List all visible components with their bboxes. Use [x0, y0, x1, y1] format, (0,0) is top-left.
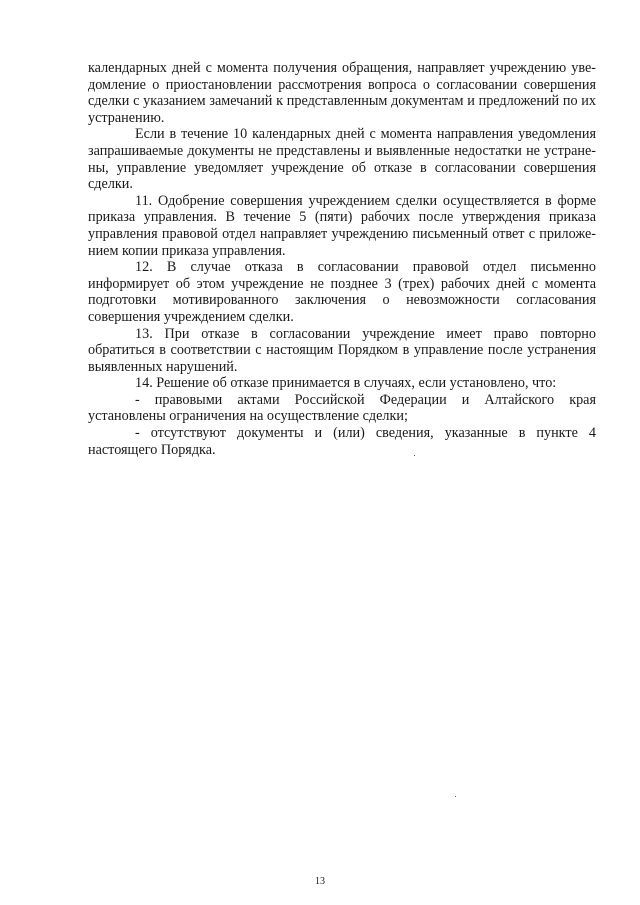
paragraph-item-14: 14. Решение об отказе принимается в случаях, если установлено, что:: [135, 375, 557, 392]
scan-speck: [455, 796, 456, 797]
scan-speck: [414, 455, 415, 456]
paragraph-item-11: 11. Одобрение совершения учреждением сделки осуществляется в форме приказа управления. В течение 5 (пяти) рабочих после утверждения приказа управления правовой отдел направляет учреждению письменный ответ с приложением копии приказа управления.: [88, 192, 596, 259]
document-body: [88, 60, 596, 458]
paragraph-continuation: календарных дней с момента получения обращения, направляет учреждению уведомление о приостановлении рассмотрения вопроса о согласовании совершения сделки с указанием замечаний к представленным документам и предложений по их устранению.: [88, 60, 596, 126]
paragraph-item-14-case-1: - правовыми актами Российской Федерации и Алтайского края установлены ограничения на осуществление сделки;: [88, 391, 596, 425]
paragraph-item-13: 13. При отказе в согласовании учреждение имеет право повторно обратиться в соответствии с настоящим Порядком в управление после устранения выявленных нарушений.: [88, 325, 596, 375]
paragraph-notice-deadline: Если в течение 10 календарных дней с момента направления уведомления запрашиваемые документы не представлены и выявленные недостатки не устранены, управление уведомляет учреждение об отказе в согласовании совершения сделки.: [88, 126, 596, 193]
paragraph-item-14-case-2: - отсутствуют документы и (или) сведения, указанные в пункте 4 настоящего Порядка.: [88, 425, 596, 458]
page-number: 13: [315, 876, 325, 887]
paragraph-item-12: 12. В случае отказа в согласовании правовой отдел письменно информирует об этом учреждение не позднее 3 (трех) рабочих дней с момента подготовки мотивированного заключения о невозможности согласования совершения учреждением сделки.: [88, 259, 596, 325]
